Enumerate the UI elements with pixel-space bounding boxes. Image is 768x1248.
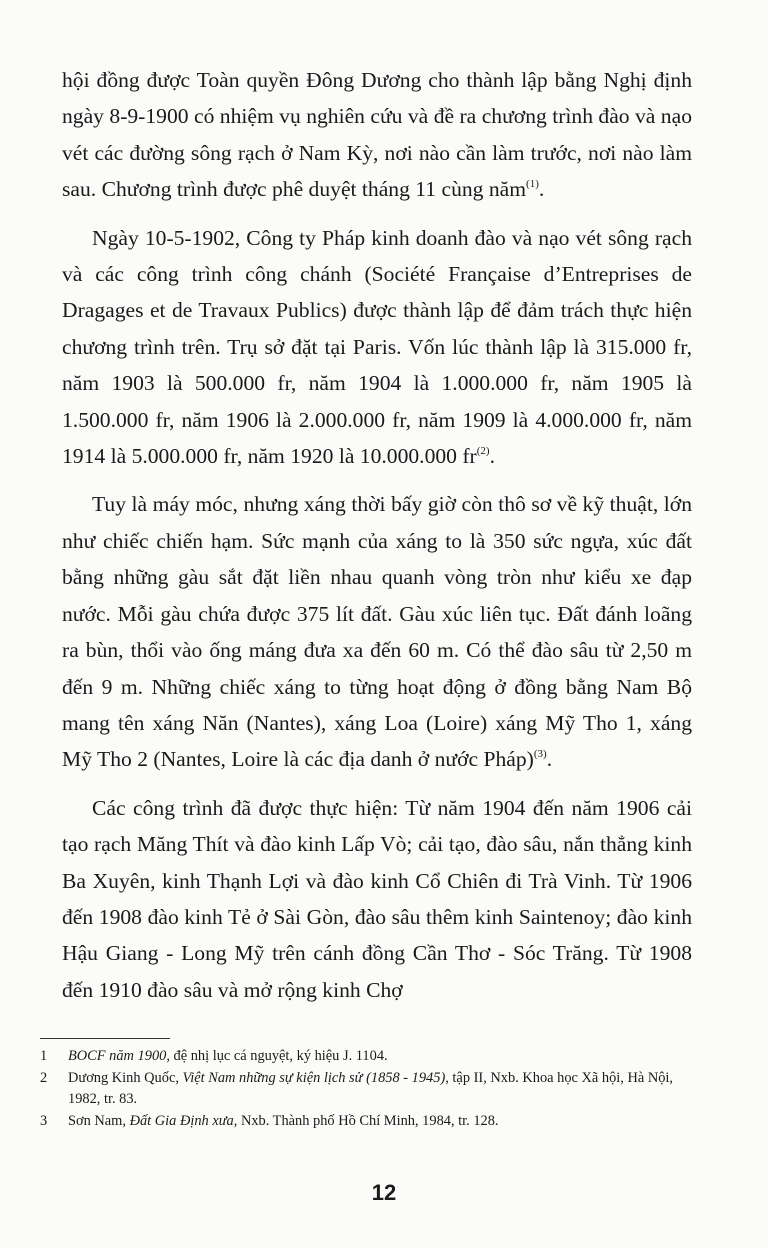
- footnote-pre: Dương Kinh Quốc,: [68, 1069, 183, 1086]
- paragraph-3-text: Tuy là máy móc, nhưng xáng thời bấy giờ còn thô sơ về kỹ thuật, lớn như chiếc chiến hạm. Sức mạnh của xáng to là 350 sức ngựa, xúc đất bằng những gàu sắt đặt liền nhau quanh vòng tròn như kiểu xe đạp nước. Mỗi gàu chứa được 375 lít đất. Gàu xúc liên tục. Đất đánh loãng ra bùn, thổi vào ống máng đưa xa đến 60 m. Có thể đào sâu từ 2,50 m đến 9 m. Những chiếc xáng to từng hoạt động ở đồng bằng Nam Bộ mang tên xáng Năn (Nantes), xáng Loa (Loire) xáng Mỹ Tho 1, xáng Mỹ Tho 2 (Nantes, Loire là các địa danh ở nước Pháp): [62, 492, 692, 772]
- footnote-rest: , Nxb. Thành phố Hồ Chí Minh, 1984, tr. 128.: [233, 1112, 499, 1129]
- body-text: [62, 62, 692, 1020]
- footnote-divider: [40, 1038, 170, 1039]
- paragraph-1-tail: .: [538, 177, 545, 202]
- footnote-3: [40, 1111, 700, 1133]
- footnote-italic: BOCF năm 1900: [68, 1048, 167, 1064]
- footnote-text: [68, 1046, 700, 1068]
- paragraph-4-text: Các công trình đã được thực hiện: Từ năm 1904 đến năm 1906 cải tạo rạch Măng Thít và đào kinh Lấp Vò; cải tạo, đào sâu, nắn thẳng kinh Ba Xuyên, kinh Thạnh Lợi và đào kinh Cổ Chiên đi Trà Vinh. Từ 1906 đến 1908 đào kinh Tẻ ở Sài Gòn, đào sâu thêm kinh Saintenoy; đào kinh Hậu Giang - Long Mỹ trên cánh đồng Cần Thơ - Sóc Trăng. Từ 1908 đến 1910 đào sâu và mở rộng kinh Chợ: [62, 795, 692, 1002]
- footnote-number: 1: [40, 1048, 48, 1064]
- footnote-text: [68, 1111, 700, 1133]
- footnote-italic: Việt Nam những sự kiện lịch sử (1858 - 1945): [182, 1069, 446, 1086]
- footnote-rest: , tập II, Nxb. Khoa học Xã hội, Hà Nội, 1982, tr. 83.: [68, 1069, 674, 1108]
- footnote-number: 3: [40, 1112, 48, 1129]
- footnote-ref-3[interactable]: (3): [533, 748, 547, 761]
- paragraph-3: [62, 486, 692, 777]
- footnote-ref-2[interactable]: (2): [476, 445, 490, 458]
- paragraph-2-text: Ngày 10-5-1902, Công ty Pháp kinh doanh đào và nạo vét sông rạch và các công trình công chánh (Société Française d’Entreprises de Dragages et de Travaux Publics) được thành lập để đảm trách thực hiện chương trình trên. Trụ sở đặt tại Paris. Vốn lúc thành lập là 315.000 fr, năm 1903 là 500.000 fr, năm 1904 là 1.000.000 fr, năm 1905 là 1.500.000 fr, năm 1906 là 2.000.000 fr, năm 1909 là 4.000.000 fr, năm 1914 là 5.000.000 fr, năm 1920 là 10.000.000 fr: [62, 225, 692, 469]
- footnote-italic: Đất Gia Định xưa: [129, 1112, 234, 1129]
- paragraph-1-text: hội đồng được Toàn quyền Đông Dương cho thành lập bằng Nghị định ngày 8-9-1900 có nhiệm vụ nghiên cứu và đề ra chương trình đào và nạo vét các đường sông rạch ở Nam Kỳ, nơi nào cần làm trước, nơi nào làm sau. Chương trình được phê duyệt tháng 11 cùng năm: [62, 68, 692, 202]
- paragraph-3-tail: .: [546, 747, 553, 772]
- paragraph-1: [62, 62, 692, 208]
- footnote-pre: Sơn Nam,: [68, 1112, 130, 1129]
- paragraph-2-tail: .: [489, 444, 495, 469]
- footnote-number: 2: [40, 1069, 48, 1086]
- footnotes: [40, 1046, 700, 1132]
- page-number: 12: [371, 1180, 397, 1205]
- footnote-text: [68, 1068, 700, 1111]
- footnote-1: [40, 1046, 700, 1068]
- footnote-ref-1[interactable]: (1): [526, 178, 539, 191]
- footnote-2: [40, 1068, 700, 1111]
- paragraph-4: [62, 790, 692, 1008]
- paragraph-2: [62, 220, 692, 475]
- footnote-rest: , đệ nhị lục cá nguyệt, ký hiệu J. 1104.: [166, 1048, 388, 1064]
